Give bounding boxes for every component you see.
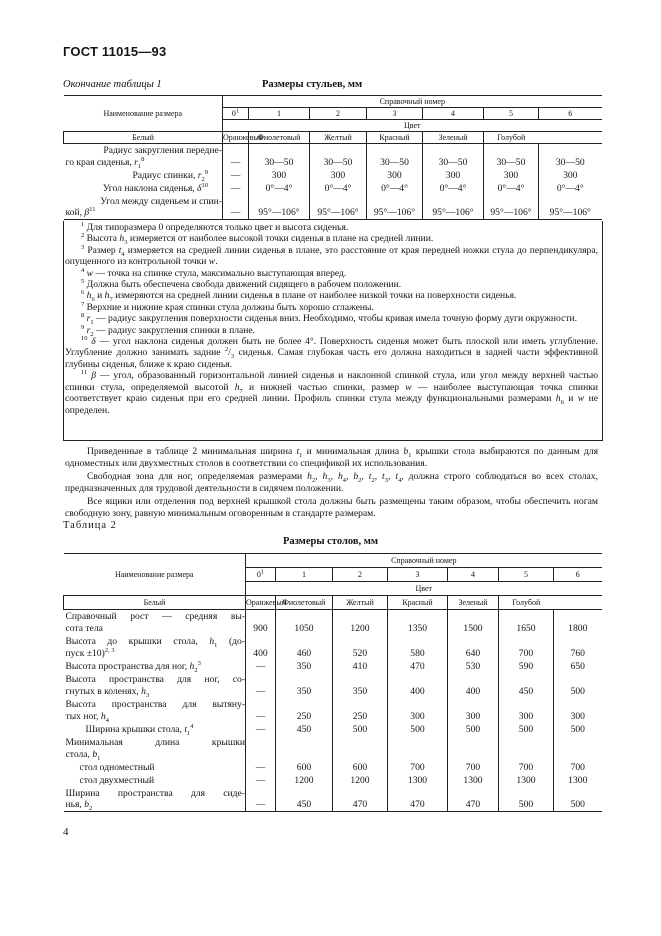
t2-value-cell xyxy=(246,736,276,761)
t1-value-cell: 300 xyxy=(484,169,539,182)
t2-row-name xyxy=(64,660,246,673)
t1-color-cell: Голубой xyxy=(484,132,539,144)
paragraph: Все ящики или отделения под верхней крышкой стола должны быть размещены таким образом, чтобы обеспечить ногам свободную зону, равную минимальным оговоренным в стандарте размерам. xyxy=(65,495,598,520)
footnote xyxy=(65,370,598,416)
symbol-sub: 3 xyxy=(327,476,331,484)
t1-value-cell: 95°—106° xyxy=(484,195,539,220)
t2-row-name-line: нья, $b_2$ xyxy=(65,799,93,813)
t2-color-cell: Голубой xyxy=(499,596,554,610)
footnotes xyxy=(65,222,598,416)
t2-value-cell: 1200 xyxy=(333,610,388,635)
t1-ref-number: 5 xyxy=(484,108,539,120)
table1-title: Размеры стульев, мм xyxy=(262,79,363,90)
t2-value-cell xyxy=(333,736,388,761)
t2-value-cell: 1050 xyxy=(276,610,333,635)
footnote-number: 4 xyxy=(81,266,85,274)
footnote-number: 5 xyxy=(81,277,85,285)
t2-color-header: Цвет xyxy=(246,582,602,596)
symbol-sub: 2 xyxy=(90,330,94,338)
symbol: b xyxy=(84,799,90,811)
t2-value-cell: 1200 xyxy=(333,774,388,787)
symbol-sub: 2 xyxy=(311,476,316,484)
symbol-sub: 7 xyxy=(239,387,243,395)
symbol: h xyxy=(104,290,110,302)
t2-row xyxy=(64,787,602,812)
t2-ref-header: Справочный номер xyxy=(246,554,602,568)
symbol: h xyxy=(141,685,146,697)
symbol-sub: 1 xyxy=(97,754,101,762)
t2-row xyxy=(64,774,602,787)
t2-value-cell: 1300 xyxy=(448,774,499,787)
t2-value-cell xyxy=(276,736,333,761)
t2-value-cell: 1500 xyxy=(448,610,499,635)
t2-row-name-line: Высота пространства для ног, со- xyxy=(65,674,245,686)
t2-row-name-line: гнутых в коленях, $h_3$ xyxy=(65,685,150,699)
footnote-number: 1 xyxy=(81,220,85,228)
t2-value-cell: — xyxy=(246,698,276,723)
t2-row-name xyxy=(64,698,246,723)
symbol: h xyxy=(337,470,343,482)
t1-ref-sup: 1 xyxy=(235,106,240,114)
symbol: h xyxy=(307,470,312,482)
t2-value-cell xyxy=(499,736,554,761)
symbol-sub: 2 xyxy=(194,666,198,674)
t1-value-cell: 300 xyxy=(539,169,602,182)
page-number: 4 xyxy=(63,826,69,838)
footnote-text: Верхние и нижние края спинки стула должны быть хорошо сглажены. xyxy=(86,301,374,313)
t1-value-cell: 30—50 xyxy=(310,144,367,169)
footnote xyxy=(65,325,598,336)
t2-ref-number: 1 xyxy=(276,568,333,582)
t1-value-cell: 300 xyxy=(423,169,484,182)
footnote-text: $r_1$ — радиус закругления поверхности сиденья вниз. Необходимо, чтобы кривая имела точную форму дуги окружности. xyxy=(86,313,578,327)
chairs-size-table xyxy=(63,95,602,220)
t2-color-cell: Желтый xyxy=(333,596,388,610)
t1-row-name-line: Радиус спинки, $r_2^9$ xyxy=(132,168,208,183)
t2-color-cell: Красный xyxy=(388,596,448,610)
footnote xyxy=(65,222,598,233)
t1-row-sub: 2 xyxy=(201,175,205,183)
t2-value-cell: 640 xyxy=(448,635,499,660)
footnote-text: Размер $t_4$ измеряется на средней линии сиденья в плане, это расстояние от края передней ножки стула до перпендикуляра, опущенного из контрольной точки w. xyxy=(65,244,599,268)
symbol: h xyxy=(209,636,215,648)
t1-row-symbol: δ xyxy=(197,182,202,194)
t1-value-cell: 0°—4° xyxy=(249,182,310,195)
t1-value-cell: 300 xyxy=(367,169,423,182)
t2-value-cell: 1800 xyxy=(554,610,602,635)
t1-ref-number: 4 xyxy=(423,108,484,120)
t2-value-cell: 350 xyxy=(276,673,333,698)
symbol: h xyxy=(119,233,125,245)
t2-value-cell: 900 xyxy=(246,610,276,635)
t1-value-cell: 95°—106° xyxy=(539,195,602,220)
t2-row xyxy=(64,673,602,698)
t1-value-cell: 95°—106° xyxy=(367,195,423,220)
t2-row-name-line: Ширина крышки стола, $t_1^4$ xyxy=(85,722,194,737)
symbol-sub: 4 xyxy=(105,716,109,724)
t2-value-cell: 1300 xyxy=(499,774,554,787)
t2-row-name xyxy=(64,673,246,698)
t1-row-symbol: β xyxy=(84,207,90,219)
footnote-number: 11 xyxy=(81,369,88,377)
t2-ref-number: $0^1$ xyxy=(246,568,276,582)
t1-color-cell: Красный xyxy=(367,132,423,144)
t2-ref-sup: 1 xyxy=(260,567,265,575)
t2-row xyxy=(64,736,602,761)
t1-row-name-line: Радиус закругления передне- xyxy=(103,145,222,157)
t2-color-cell: Зеленый xyxy=(448,596,499,610)
symbol: h xyxy=(322,470,328,482)
t2-value-cell: 760 xyxy=(554,635,602,660)
t1-value-cell: 30—50 xyxy=(249,144,310,169)
t2-value-cell: 400 xyxy=(246,635,276,660)
t1-row xyxy=(64,182,602,195)
footnote-text: w — точка на спинке стула, максимально выступающая вперед. xyxy=(86,267,347,279)
symbol: b xyxy=(353,470,359,482)
footnote xyxy=(65,336,598,370)
t1-row xyxy=(64,144,602,169)
footnote-ref: 4 xyxy=(190,722,194,730)
t2-value-cell: 1300 xyxy=(388,774,448,787)
t2-value-cell: 470 xyxy=(448,787,499,812)
t2-value-cell: 300 xyxy=(554,698,602,723)
symbol-sub: 1 xyxy=(408,451,412,459)
t2-value-cell: 300 xyxy=(388,698,448,723)
t1-value-cell: — xyxy=(223,144,249,169)
symbol-sub: 1 xyxy=(90,319,94,327)
t2-value-cell: — xyxy=(246,723,276,736)
t2-value-cell: 500 xyxy=(499,787,554,812)
symbol: δ xyxy=(91,336,96,348)
t2-value-cell: 700 xyxy=(499,761,554,774)
t2-row-name xyxy=(64,736,246,761)
t2-value-cell: 350 xyxy=(333,673,388,698)
t2-color-cell: Белый xyxy=(64,596,246,610)
symbol: h xyxy=(189,660,195,672)
t2-value-cell: 450 xyxy=(276,787,333,812)
symbol: t xyxy=(395,470,398,482)
t2-value-cell: 500 xyxy=(554,787,602,812)
t1-row-symbol: r xyxy=(197,169,202,181)
t1-ref-number: 1 xyxy=(249,108,310,120)
t2-value-cell: 300 xyxy=(448,698,499,723)
tables-size-table xyxy=(63,553,602,812)
symbol: h xyxy=(100,710,106,722)
t2-value-cell xyxy=(388,736,448,761)
t2-value-cell: — xyxy=(246,673,276,698)
t2-row xyxy=(64,635,602,660)
t1-row-sup: 10 xyxy=(201,181,208,189)
t1-row-name-line: Угол наклона сиденья, $\delta^{10}$ xyxy=(102,181,208,194)
t2-value-cell: 1650 xyxy=(499,610,554,635)
footnote-number: 6 xyxy=(81,289,85,297)
t1-value-cell: 95°—106° xyxy=(310,195,367,220)
t1-color-cell: Белый xyxy=(64,132,223,144)
symbol-sub: 2 xyxy=(358,476,362,484)
symbol: r xyxy=(86,324,91,336)
t1-value-cell: 0°—4° xyxy=(539,182,602,195)
symbol: t xyxy=(382,470,385,482)
t1-row-name-line: кой, $\beta^{11}$ xyxy=(65,206,96,219)
t1-value-cell: 30—50 xyxy=(423,144,484,169)
t1-row-name-line: го края сиденья, $r_1^8$ xyxy=(65,155,145,170)
t1-ref-number: 3 xyxy=(367,108,423,120)
t2-value-cell: 470 xyxy=(333,787,388,812)
t2-value-cell: 250 xyxy=(276,698,333,723)
t1-value-cell: 95°—106° xyxy=(423,195,484,220)
t1-value-cell: 30—50 xyxy=(367,144,423,169)
footnote-number: 10 xyxy=(81,334,88,342)
t2-value-cell: 1300 xyxy=(554,774,602,787)
fraction-num: 2 xyxy=(224,346,229,354)
t2-value-cell: 410 xyxy=(333,660,388,673)
t2-value-cell: 590 xyxy=(499,660,554,673)
t2-row xyxy=(64,723,602,736)
t2-value-cell: 700 xyxy=(448,761,499,774)
t2-row-name-line: стол одноместный xyxy=(79,761,155,773)
footnote xyxy=(65,302,598,313)
t1-ref-header: Справочный номер xyxy=(223,96,602,108)
t2-row-name-line: стола, $b_1$ xyxy=(65,748,101,762)
symbol: h xyxy=(234,381,240,393)
footnote-number: 8 xyxy=(81,312,85,320)
footnote-ref: 2, 3 xyxy=(104,646,115,654)
t1-row-sup: 9 xyxy=(204,168,208,176)
symbol: r xyxy=(86,313,91,325)
symbol: h xyxy=(555,393,561,405)
footnote xyxy=(65,312,598,327)
t1-ref-number: 6 xyxy=(539,108,602,120)
table2-title: Размеры столов, мм xyxy=(282,536,379,547)
fraction-den: 3 xyxy=(230,353,235,361)
t2-value-cell: 250 xyxy=(333,698,388,723)
t1-row xyxy=(64,195,602,220)
t2-value-cell: — xyxy=(246,774,276,787)
footnote xyxy=(65,289,598,304)
symbol: b xyxy=(403,446,409,457)
t2-ref-number: 6 xyxy=(554,568,602,582)
symbol-sub: 1 xyxy=(214,642,218,650)
symbol: w xyxy=(405,381,412,393)
t1-ref-number: $0^1$ xyxy=(223,108,249,120)
symbol: t xyxy=(296,446,300,457)
footnote-number: 2 xyxy=(81,232,85,240)
t2-row-name-line: Высота пространства для ног, $h_2^3$ xyxy=(65,659,201,674)
t2-row-name-line: Высота пространства для вытяну- xyxy=(65,699,245,711)
t1-row-sub: 1 xyxy=(137,162,142,170)
t1-color-cell: Зеленый xyxy=(423,132,484,144)
t2-value-cell: 700 xyxy=(388,761,448,774)
table2-label: Таблица 2 xyxy=(63,520,117,531)
t2-color-cell: Фиолетовый xyxy=(276,596,333,610)
t1-value-cell: 0°—4° xyxy=(310,182,367,195)
symbol-sub: 3 xyxy=(384,476,388,484)
symbol: h xyxy=(86,290,92,302)
symbol: w xyxy=(208,256,216,268)
t1-value-cell: 0°—4° xyxy=(423,182,484,195)
symbol: w xyxy=(577,393,585,405)
table1-caption: Окончание таблицы 1 xyxy=(63,79,162,90)
t2-value-cell: — xyxy=(246,660,276,673)
t2-color-cell: Оранжевый xyxy=(246,596,276,610)
t2-value-cell: 400 xyxy=(388,673,448,698)
t1-color-cell: Оранжевый xyxy=(223,132,264,142)
t1-row-symbol: r xyxy=(134,156,138,168)
paragraph: Свободная зона для ног, определяемая размерами $h_2$, $h_3$, $h_4$, $b_2$, $t_2$, $t_3$, $t_4$, должна строго соблюдаться во всех столах, предназначенных для трудовой деятельности в сидячем положении. xyxy=(65,470,598,495)
symbol-sub: 4 xyxy=(121,250,125,258)
t1-row-sup: 8 xyxy=(141,155,145,163)
t2-value-cell: 450 xyxy=(276,723,333,736)
symbol-sub: 6 xyxy=(91,296,95,304)
t1-color-cell: Желтый xyxy=(310,132,367,144)
t2-value-cell: 1200 xyxy=(276,774,333,787)
t2-value-cell: 500 xyxy=(448,723,499,736)
t1-name-header: Наименование размера xyxy=(64,96,223,132)
t2-value-cell: 470 xyxy=(388,660,448,673)
t2-row xyxy=(64,610,602,635)
t1-value-cell: 95°—106° xyxy=(249,195,310,220)
t2-value-cell: 500 xyxy=(499,723,554,736)
t2-row xyxy=(64,698,602,723)
symbol: β xyxy=(91,370,96,382)
t2-value-cell: 500 xyxy=(554,673,602,698)
t2-row xyxy=(64,761,602,774)
t2-ref-number: 5 xyxy=(499,568,554,582)
t2-value-cell: 400 xyxy=(448,673,499,698)
t2-value-cell: — xyxy=(246,761,276,774)
t1-value-cell: — xyxy=(223,169,249,182)
t2-value-cell: 1350 xyxy=(388,610,448,635)
t1-value-cell: 30—50 xyxy=(539,144,602,169)
t2-ref-number: 3 xyxy=(388,568,448,582)
t2-row-name xyxy=(64,635,246,660)
footnote-text: β — угол, образованный горизонтальной линией сиденья и наклонной спинкой стула, или угол между верхней частью спинки стула, определяемой высотой $h_7$ и нижней частью спинки, размер w — наиболее выступающая точка спинки соответствует краю сиденья при его средней линии. Профиль спинки стула между функциональными размерами $h_6$ и w не определен. xyxy=(65,370,598,416)
t2-value-cell: 580 xyxy=(388,635,448,660)
footnote-text: $h_6$ и $h_7$ измеряются на средней линии сиденья в плане от наиболее низкой точки на поверхности сиденья. xyxy=(86,290,517,304)
footnote xyxy=(65,245,598,268)
t2-row-name-line: Минимальная длина крышки xyxy=(65,737,245,749)
t1-row-sup: 11 xyxy=(89,206,96,214)
t2-value-cell: 500 xyxy=(333,723,388,736)
t2-value-cell: 600 xyxy=(276,761,333,774)
symbol: t xyxy=(368,470,372,482)
footnote-number: 3 xyxy=(81,243,85,251)
t2-row-name xyxy=(64,610,246,635)
t2-row-name xyxy=(64,774,246,787)
footnote-text: Должна быть обеспечена свобода движений сидящего в рабочем положении. xyxy=(86,279,402,291)
t2-row-name xyxy=(64,761,246,774)
t2-value-cell: 600 xyxy=(333,761,388,774)
t2-row-name-line: Высота до крышки стола, $h_1$ (до- xyxy=(65,636,246,650)
document-header: ГОСТ 11015—93 xyxy=(63,44,167,59)
t2-value-cell: 520 xyxy=(333,635,388,660)
symbol: t xyxy=(184,723,188,735)
t1-value-cell: — xyxy=(223,195,249,220)
symbol: b xyxy=(92,748,98,760)
t1-ref-number: 2 xyxy=(310,108,367,120)
t1-row-name xyxy=(64,144,223,169)
t1-value-cell: 0°—4° xyxy=(484,182,539,195)
t1-row xyxy=(64,169,602,182)
t2-value-cell: 700 xyxy=(554,761,602,774)
footnote-number: 7 xyxy=(81,300,85,308)
t1-row-name xyxy=(64,169,223,182)
t2-value-cell: 350 xyxy=(276,660,333,673)
t2-row-name xyxy=(64,723,246,736)
t2-row-name-line: стол двухместный xyxy=(79,774,155,786)
symbol-sub: 2 xyxy=(89,805,93,813)
t1-color-header: Цвет xyxy=(223,120,602,132)
t1-value-cell: — xyxy=(223,182,249,195)
t2-value-cell: — xyxy=(246,787,276,812)
t1-color-cell: Фиолетовый xyxy=(249,132,310,144)
t2-row-name xyxy=(64,787,246,812)
t1-value-cell: 30—50 xyxy=(484,144,539,169)
paragraph: Приведенные в таблице 2 минимальная ширина $t_1$ и минимальная длина $b_1$ крышки стола выбираются по данным для одноместных или двухместных столов в соответствии со спецификой их использования. xyxy=(65,446,598,470)
symbol: t xyxy=(118,244,122,256)
t2-value-cell xyxy=(448,736,499,761)
t2-value-cell: 500 xyxy=(388,723,448,736)
t1-value-cell: 300 xyxy=(310,169,367,182)
footnote xyxy=(65,279,598,290)
t2-value-cell: 700 xyxy=(499,635,554,660)
symbol-sub: 6 xyxy=(560,399,564,406)
symbol-sub: 3 xyxy=(124,239,128,247)
t2-ref-number: 4 xyxy=(448,568,499,582)
t2-ref-number: 2 xyxy=(333,568,388,582)
symbol-sub: 7 xyxy=(109,296,113,304)
t2-value-cell xyxy=(554,736,602,761)
symbol-sub: 4 xyxy=(342,476,346,484)
t1-row-name xyxy=(64,195,223,220)
footnote-text: δ — угол наклона сиденья должен быть не более 4°. Поверхность сиденья может быть плоской или иметь углубление. Углубление должно занимать задние $^2/_3$ сиденья. Самая глубокая часть его должна находиться в задней части эффективной глубины сиденья, ближе к краю сиденья. xyxy=(65,336,598,370)
footnote-ref: 3 xyxy=(197,659,201,667)
t2-name-header: Наименование размера xyxy=(64,554,246,596)
symbol-sub: 1 xyxy=(187,729,191,737)
footnote-number: 9 xyxy=(81,323,85,331)
t2-value-cell: 500 xyxy=(554,723,602,736)
symbol-sub: 2 xyxy=(371,476,375,484)
footnote-text: Высота $h_3$ измеряется от наиболее высокой точки сиденья в плане на средней линии. xyxy=(86,233,434,247)
symbol-sub: 1 xyxy=(299,451,303,459)
t2-row-name-line: Справочный рост — средняя вы- xyxy=(65,611,245,623)
symbol-sub: 4 xyxy=(398,476,402,484)
footnote-text: Для типоразмера 0 определяются только цвет и высота сиденья. xyxy=(86,222,349,233)
t2-value-cell: 460 xyxy=(276,635,333,660)
t1-row-name-line: Угол между сиденьем и спин- xyxy=(100,195,222,207)
footnote-text: $r_2$ — радиус закругления спинки в плане. xyxy=(86,324,256,338)
t2-value-cell: 450 xyxy=(499,673,554,698)
symbol-sub: 3 xyxy=(145,691,150,699)
body-text xyxy=(65,446,598,520)
t1-value-cell: 0°—4° xyxy=(367,182,423,195)
t2-value-cell: 650 xyxy=(554,660,602,673)
t2-row-name-line: пуск ±10)$^{2, 3}$ xyxy=(65,646,115,659)
t2-row xyxy=(64,660,602,673)
footnote xyxy=(65,232,598,247)
t1-row-name xyxy=(64,182,223,195)
t2-row-name-line: сота тела xyxy=(65,622,103,634)
t2-row-name-line: тых ног, $h_4$ xyxy=(65,710,109,724)
t2-value-cell: 470 xyxy=(388,787,448,812)
symbol: w xyxy=(86,267,94,279)
t2-value-cell: 530 xyxy=(448,660,499,673)
t2-value-cell: 300 xyxy=(499,698,554,723)
footnote xyxy=(65,268,598,279)
t1-value-cell: 300 xyxy=(249,169,310,182)
t2-row-name-line: Ширина пространства для сиде- xyxy=(65,787,245,799)
